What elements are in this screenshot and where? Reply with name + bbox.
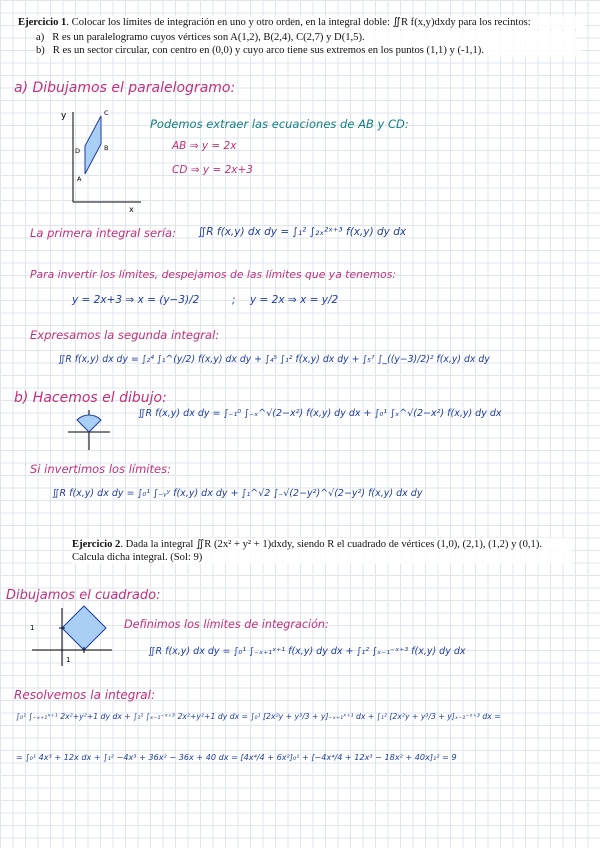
parallelogram-region (85, 116, 101, 174)
exercise-1-item-a (36, 31, 576, 44)
second-integral-label: Expresamos la segunda integral: (30, 328, 220, 342)
vertex-a-label: A (77, 175, 82, 183)
invert-separator: ; (232, 294, 236, 306)
exercise-1-statement (18, 16, 586, 29)
square-figure (28, 604, 114, 670)
first-integral-eq: ∬R f(x,y) dx dy = ∫₁² ∫₂ₓ²ˣ⁺³ f(x,y) dy dx (198, 226, 407, 238)
item-b-text: R es un sector circular, con centro en (0,0) y cuyo arco tiene sus extremos en los puntos (1,1) y (-1,1). (52, 45, 484, 56)
solution-2-heading: Dibujamos el cuadrado: (6, 588, 161, 603)
exercise-2-statement (72, 538, 572, 564)
invert-eq-2: y = 2x ⇒ x = y/2 (250, 294, 339, 306)
item-a-text: R es un paralelogramo cuyos vértices son A(1,2), B(2,4), C(2,7) y D(1,5). (52, 32, 365, 43)
exercise-2-text: . Dada la integral ∬R (2x² + y² + 1)dxdy, siendo R el cuadrado de vértices (1,0), (2,1), (1,2) y (0,1). Calcula dicha integral. (Sol: 9) (72, 539, 542, 563)
item-b-marker: b) (36, 45, 45, 56)
invert-label: Para invertir los límites, despejamos de las límites que ya tenemos: (30, 268, 396, 281)
sector-region (77, 415, 101, 432)
square-region (62, 606, 106, 650)
exercise-1-item-b (36, 44, 581, 57)
resolve-eq-2: = ∫₀¹ 4x³ + 12x dx + ∫₁² −4x³ + 36x² − 36x + 40 dx = [4x⁴/4 + 6x²]₀¹ + [−4x⁴/4 + 12x³ − 18x² + 40x]₁² = 9 (16, 752, 457, 762)
exercise-1-text: . Colocar los límites de integración en uno y otro orden, en la integral doble: ∬R f(x,y)dxdy para los recintos: (66, 17, 531, 28)
exercise-2-title: Ejercicio 2 (72, 539, 121, 550)
x-axis-label: x (129, 205, 134, 214)
square-x-label: 1 (66, 656, 71, 664)
sector-figure (64, 406, 114, 452)
vertex-c-label: C (104, 109, 109, 117)
vertex-b-label: B (104, 144, 109, 152)
sol-a-note: Podemos extraer las ecuaciones de AB y CD: (150, 117, 409, 131)
second-integral-eq: ∬R f(x,y) dx dy = ∫₂⁴ ∫₁^(y/2) f(x,y) dx dy + ∫₄⁵ ∫₁² f(x,y) dx dy + ∫₅⁷ ∫_((y−3)/2)² f(x,y) dx dy (58, 354, 490, 365)
define-limits-label: Definimos los límites de integración: (124, 618, 329, 631)
exercise-1-title: Ejercicio 1 (18, 17, 67, 28)
define-limits-eq: ∬R f(x,y) dx dy = ∫₀¹ ∫₋ₓ₊₁ˣ⁺¹ f(x,y) dy dx + ∫₁² ∫ₓ₋₁⁻ˣ⁺³ f(x,y) dy dx (148, 646, 466, 657)
sector-eq: ∬R f(x,y) dx dy = ∫₋₁⁰ ∫₋ₓ^√(2−x²) f(x,y) dy dx + ∫₀¹ ∫ₓ^√(2−x²) f(x,y) dy dx (138, 408, 502, 419)
square-y-label: 1 (30, 624, 35, 632)
sector-invert-label: Si invertimos los límites: (30, 462, 171, 476)
eq-cd: CD ⇒ y = 2x+3 (172, 164, 253, 176)
item-a-marker: a) (36, 32, 45, 43)
eq-ab: AB ⇒ y = 2x (172, 140, 237, 152)
first-integral-label: La primera integral sería: (30, 226, 176, 240)
vertex-d-label: D (75, 147, 81, 155)
invert-eq-1: y = 2x+3 ⇒ x = (y−3)/2 (72, 294, 200, 306)
parallelogram-figure (55, 104, 145, 214)
solution-a-heading: a) Dibujamos el paralelogramo: (14, 80, 236, 96)
y-axis-label: y (61, 111, 67, 121)
resolve-label: Resolvemos la integral: (14, 688, 156, 702)
resolve-eq-1: ∫₀¹ ∫₋ₓ₊₁ˣ⁺¹ 2x²+y²+1 dy dx + ∫₁² ∫ₓ₋₁⁻ˣ⁺³ 2x²+y²+1 dy dx = ∫₀¹ [2x²y + y³/3 + y]₋ₓ₊₁ˣ⁺¹ dx + ∫₁² [2x²y + y³/3 + y]ₓ₋₁⁻ˣ⁺³ dx = (16, 712, 501, 721)
sector-invert-eq: ∬R f(x,y) dx dy = ∫₀¹ ∫₋ᵧʸ f(x,y) dx dy + ∫₁^√2 ∫₋√(2−y²)^√(2−y²) f(x,y) dx dy (52, 488, 423, 499)
solution-b-heading: b) Hacemos el dibujo: (14, 390, 167, 406)
